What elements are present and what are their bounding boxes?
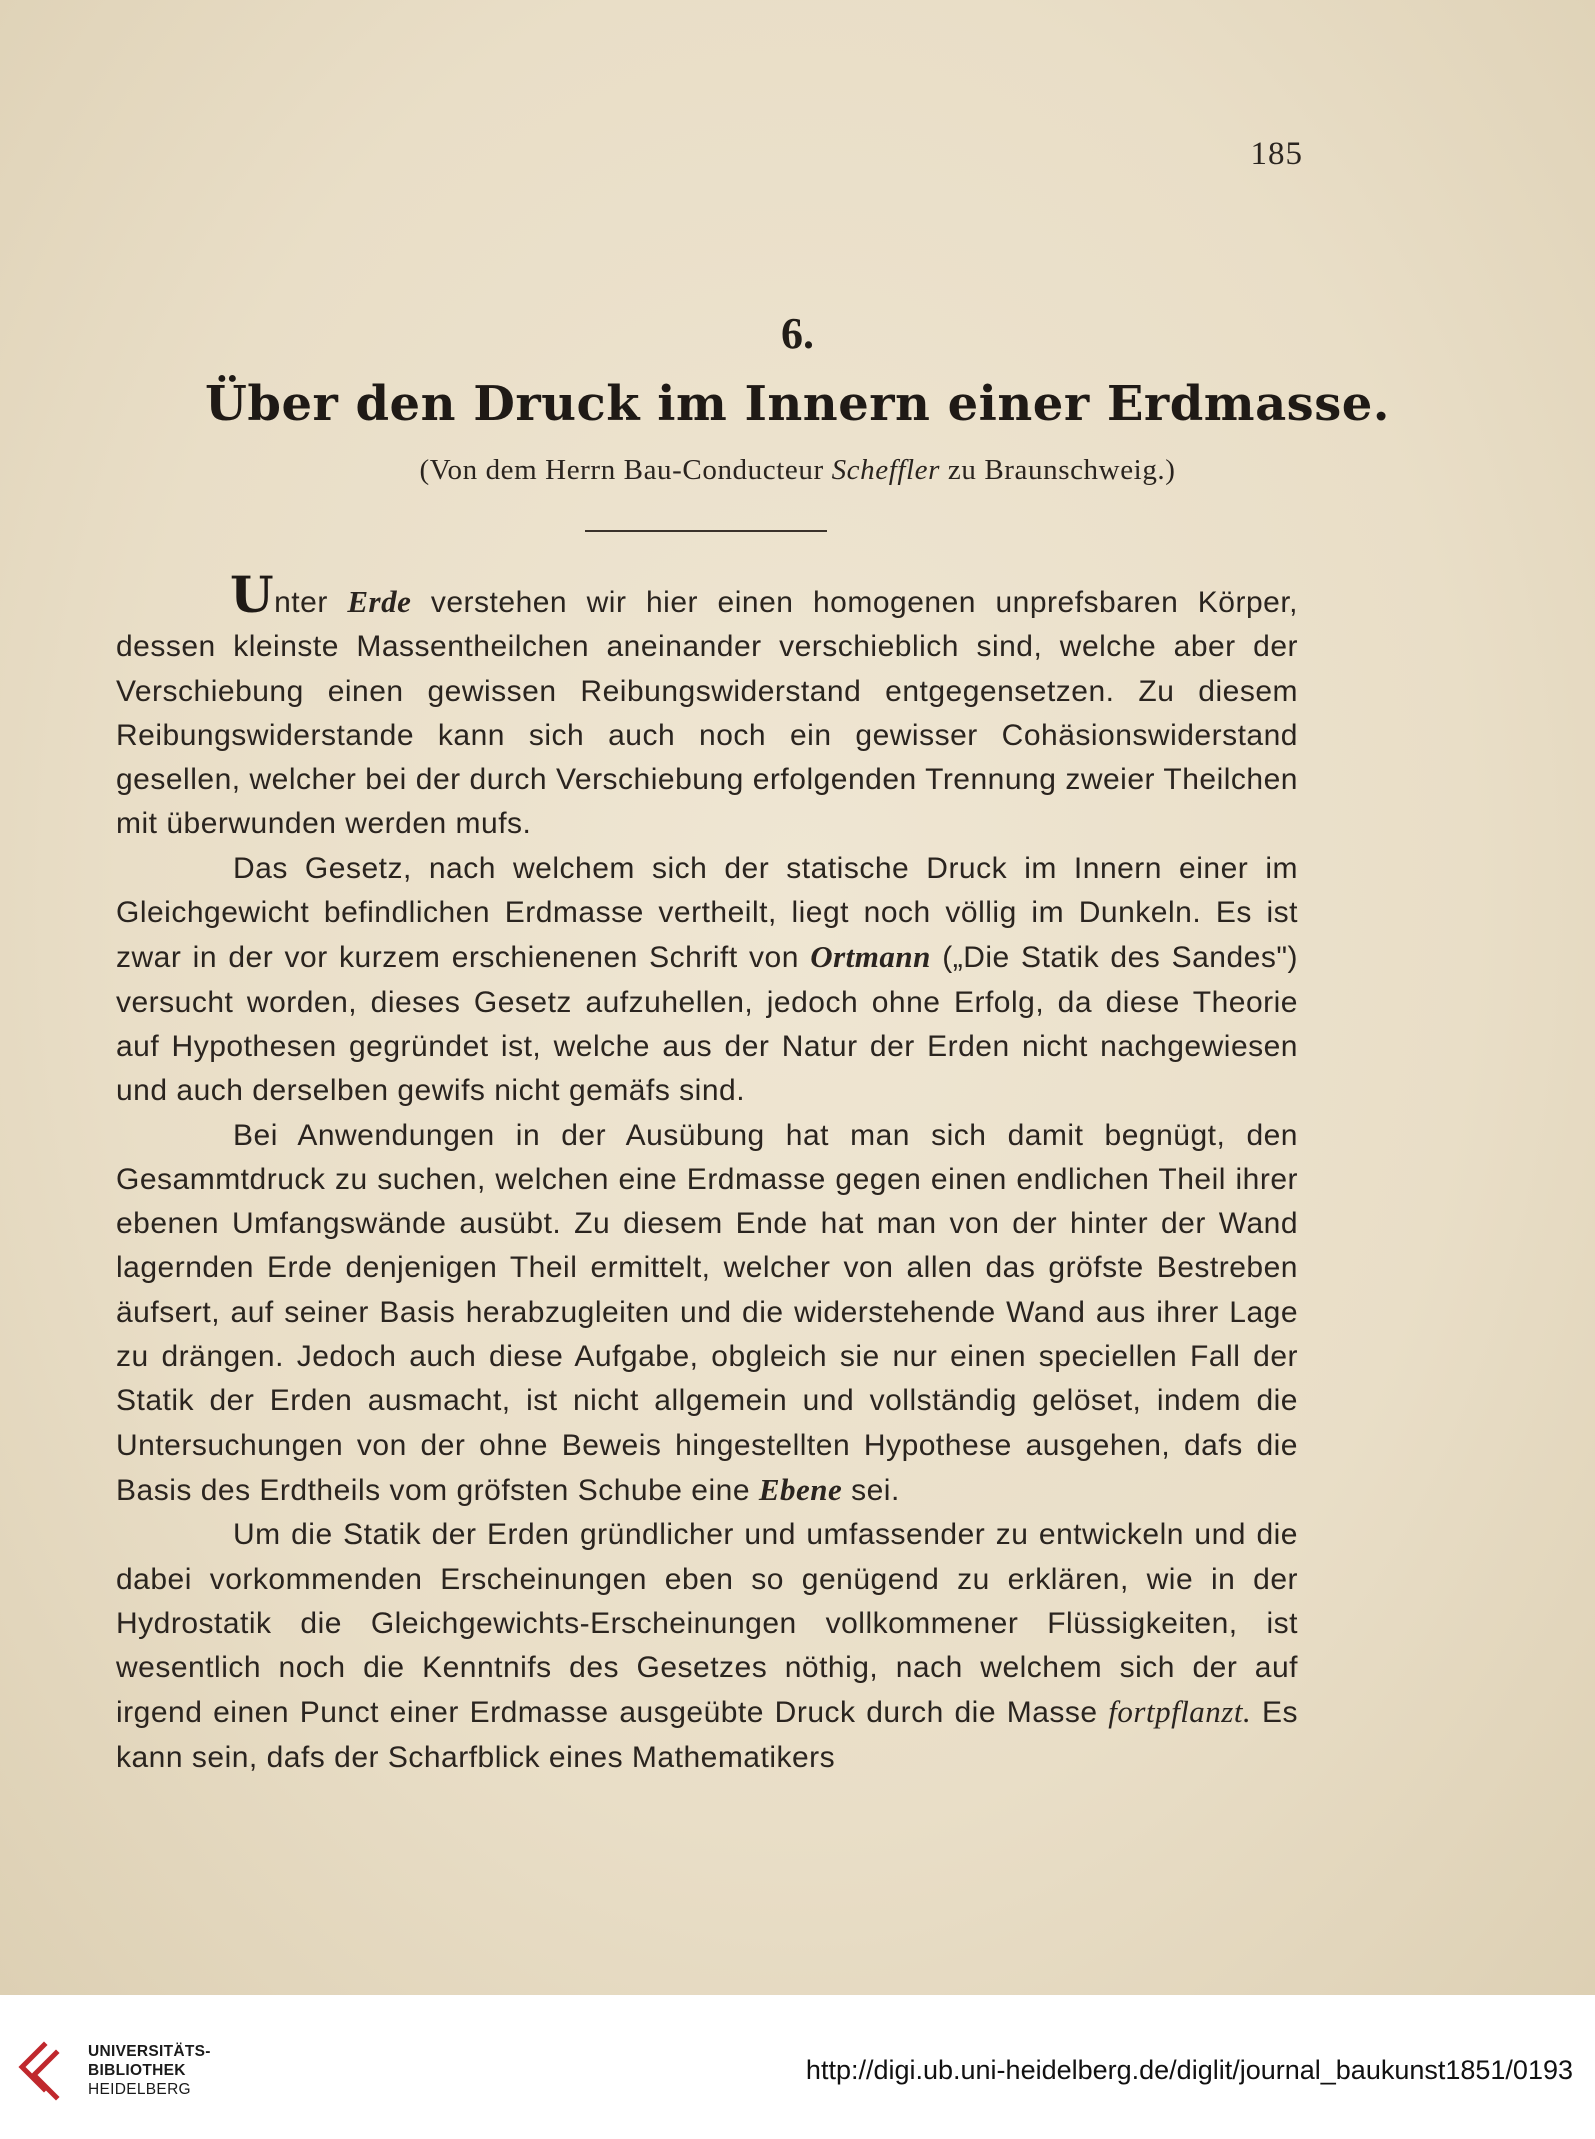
paragraph-3-text-b: sei. <box>842 1473 900 1507</box>
term-fortpflanzt: fortpflanzt. <box>1108 1694 1252 1730</box>
paragraph-1 <box>116 565 1299 847</box>
drop-cap: U <box>230 565 275 624</box>
article-byline <box>0 454 1595 487</box>
library-name-line-2: BIBLIOTHEK <box>88 2062 186 2079</box>
byline-suffix: zu Braunschweig.) <box>940 454 1176 486</box>
term-erde: Erde <box>347 584 412 619</box>
article-body <box>116 565 1299 1780</box>
digitization-footer <box>0 1995 1595 2139</box>
library-name <box>88 2042 211 2099</box>
author-name: Scheffler <box>831 454 941 486</box>
paragraph-2 <box>116 847 1298 1114</box>
paragraph-4-text-b: Es kann sein, dafs der Scharfblick eines Mathematikers <box>116 1696 1298 1774</box>
library-logo-icon <box>16 2039 72 2101</box>
paragraph-3 <box>116 1114 1298 1514</box>
library-name-line-1: UNIVERSITÄTS- <box>88 2043 211 2060</box>
permalink-url[interactable]: http://digi.ub.uni-heidelberg.de/diglit/journal_baukunst1851/0193 <box>805 2055 1573 2085</box>
paragraph-1-text-b: verstehen wir hier einen homogenen unprefsbaren Körper, dessen kleinste Massentheilchen aneinander verschieblich sind, welche aber der Verschiebung einen gewissen Reibungswiderstand entgegensetzen. Zu diesem Reibungswiderstande kann sich auch noch ein gewisser Cohäsionswiderstand gesellen, welcher bei der durch Verschiebung erfolgenden Trennung zweier Theilchen mit überwunden werden mufs. <box>116 586 1299 841</box>
byline-prefix: (Von dem Herrn Bau-Conducteur <box>419 454 832 486</box>
show-through-text <box>280 132 1280 172</box>
paragraph-3-text-a: Bei Anwendungen in der Ausübung hat man sich damit begnügt, den Gesammtdruck zu suchen, welchen eine Erdmasse gegen einen endlichen Theil ihrer ebenen Umfangswände ausübt. Zu diesem Ende hat man von der hinter der Wand lagernden Erde denjenigen Theil ermittelt, welcher von allen das gröfste Bestreben äufsert, auf seiner Basis herabzugleiten und die widerstehende Wand aus ihrer Lage zu drängen. Jedoch auch diese Aufgabe, obgleich sie nur einen speciellen Fall der Statik der Erden ausmacht, ist nicht allgemein und vollständig gelöset, indem die Untersuchungen von der ohne Beweis hingestellten Hypothese ausgehen, dafs die Basis des Erdtheils vom gröfsten Schube eine <box>116 1118 1298 1507</box>
paragraph-4-text-a: Um die Statik der Erden gründlicher und umfassender zu entwickeln und die dabei vorkommenden Erscheinungen eben so genügend zu erklären, wie in der Hydrostatik die Gleichgewichts-Erscheinungen vollkommener Flüssigkeiten, ist wesentlich noch die Kenntnifs des Gesetzes nöthig, nach welchem sich der auf irgend einen Punct einer Erdmasse ausgeübte Druck durch die Masse <box>116 1518 1298 1730</box>
paragraph-1-text-a: nter <box>274 586 348 619</box>
author-ortmann: Ortmann <box>810 939 931 975</box>
page-number: 185 <box>1250 136 1303 172</box>
paragraph-2-text-b: („Die Statik des Sandes") versucht worden, dieses Gesetz aufzuhellen, jedoch ohne Erfolg, da diese Theorie auf Hypothesen gegründet ist, welche aus der Natur der Erden nicht nachgewiesen und auch derselben gewifs nicht gemäfs sind. <box>116 941 1299 1108</box>
term-ebene: Ebene <box>758 1471 843 1507</box>
title-divider <box>585 530 827 532</box>
article-number: 6. <box>781 309 814 358</box>
paragraph-2-text-a: Das Gesetz, nach welchem sich der statische Druck im Innern einer im Gleichgewicht befindlichen Erdmasse vertheilt, liegt noch völlig im Dunkeln. Es ist zwar in der vor kurzem erschienenen Schrift von <box>116 851 1298 975</box>
library-name-line-3: HEIDELBERG <box>88 2081 191 2098</box>
paragraph-4 <box>116 1513 1298 1780</box>
article-title: Über den Druck im Innern einer Erdmasse. <box>205 376 1390 432</box>
